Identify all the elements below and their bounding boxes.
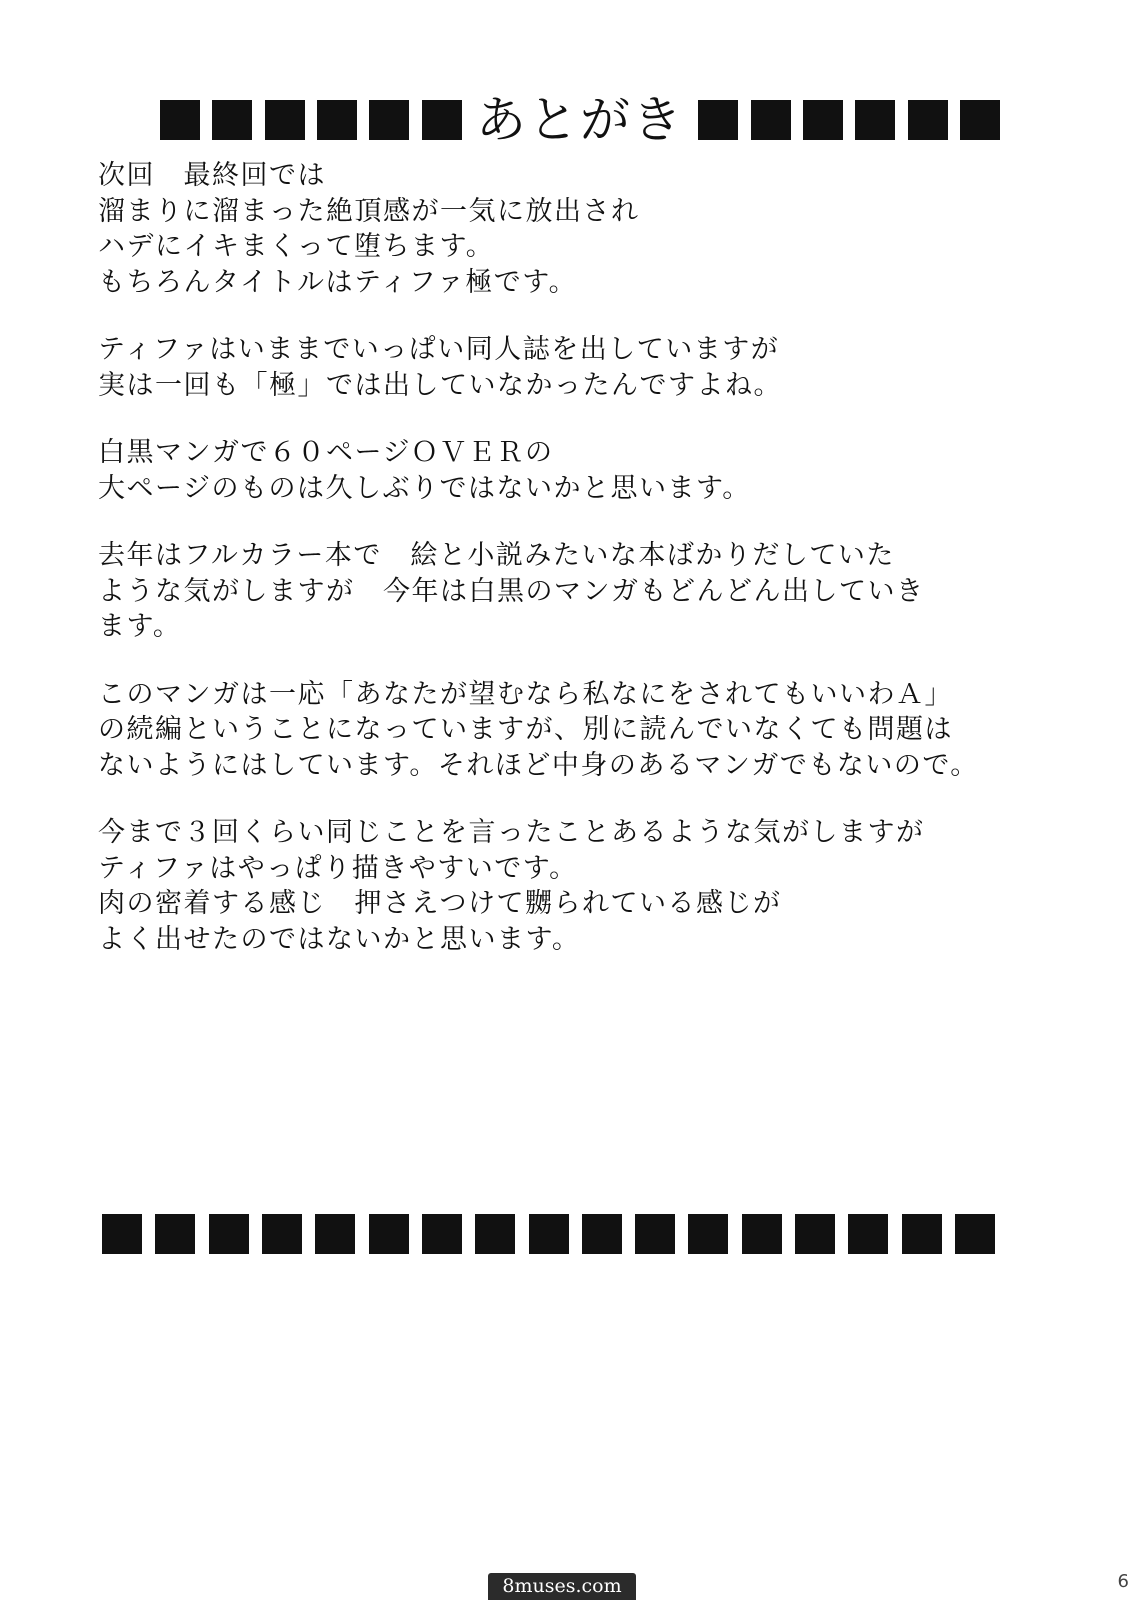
footer-square-row bbox=[102, 1214, 995, 1254]
paragraph-2 bbox=[98, 332, 1098, 403]
black-square-icon bbox=[848, 1214, 888, 1254]
text-line: ないようにはしています。それほど中身のあるマンガでもないので。 bbox=[98, 749, 979, 781]
text-line: もちろんタイトルはティファ極です。 bbox=[98, 266, 578, 298]
black-square-icon bbox=[369, 100, 409, 140]
black-square-icon bbox=[908, 100, 948, 140]
black-square-icon bbox=[803, 100, 843, 140]
paragraph-4 bbox=[98, 538, 1098, 645]
black-square-icon bbox=[751, 100, 791, 140]
black-square-icon bbox=[102, 1214, 142, 1254]
black-square-icon bbox=[160, 100, 200, 140]
text-line: ハデにイキまくって堕ちます。 bbox=[98, 231, 495, 262]
text-line: 次回 最終回では bbox=[98, 160, 326, 191]
black-square-icon bbox=[688, 1214, 728, 1254]
text-line: の続編ということになっていますが、別に読んでいなくても問題は bbox=[98, 714, 953, 745]
afterword-header bbox=[160, 92, 1000, 148]
black-square-icon bbox=[317, 100, 357, 140]
text-line: このマンガは一応「あなたが望むなら私なにをされてもいいわＡ」 bbox=[98, 678, 953, 710]
watermark: 8muses.com bbox=[488, 1573, 636, 1600]
text-line: ような気がしますが 今年は白黒のマンガもどんどん出していき bbox=[98, 575, 925, 607]
paragraph-6 bbox=[98, 815, 1098, 957]
afterword-body bbox=[98, 158, 1098, 989]
black-square-icon bbox=[795, 1214, 835, 1254]
black-square-icon bbox=[855, 100, 895, 140]
black-square-icon bbox=[698, 100, 738, 140]
black-square-icon bbox=[475, 1214, 515, 1254]
black-square-icon bbox=[155, 1214, 195, 1254]
black-square-icon bbox=[742, 1214, 782, 1254]
paragraph-1 bbox=[98, 158, 1098, 300]
text-line: 白黒マンガで６０ページＯＶＥＲの bbox=[98, 437, 554, 468]
black-square-icon bbox=[422, 1214, 462, 1254]
black-square-icon bbox=[369, 1214, 409, 1254]
black-square-icon bbox=[960, 100, 1000, 140]
black-square-icon bbox=[212, 100, 252, 140]
text-line: 去年はフルカラー本で 絵と小説みたいな本ばかりだしていた bbox=[98, 540, 895, 571]
black-square-icon bbox=[529, 1214, 569, 1254]
black-square-icon bbox=[582, 1214, 622, 1254]
page-number: 6 bbox=[1117, 1571, 1129, 1592]
black-square-icon bbox=[265, 100, 305, 140]
paragraph-5 bbox=[98, 677, 1098, 784]
black-square-icon bbox=[955, 1214, 995, 1254]
text-line: ます。 bbox=[98, 611, 182, 642]
black-square-icon bbox=[902, 1214, 942, 1254]
page-title: あとがき bbox=[475, 91, 684, 149]
text-line: ティファはやっぱり描きやすいです。 bbox=[98, 852, 578, 884]
text-line: 肉の密着する感じ 押さえつけて嬲られている感じが bbox=[98, 888, 782, 919]
text-line: 溜まりに溜まった絶頂感が一気に放出され bbox=[98, 195, 640, 227]
black-square-icon bbox=[262, 1214, 302, 1254]
black-square-icon bbox=[209, 1214, 249, 1254]
text-line: ティファはいままでいっぱい同人誌を出していますが bbox=[98, 334, 780, 365]
text-line: 実は一回も「極」では出していなかったんですよね。 bbox=[98, 369, 782, 401]
text-line: 今まで３回くらい同じことを言ったことあるような気がしますが bbox=[98, 817, 925, 848]
paragraph-3 bbox=[98, 435, 1098, 506]
black-square-icon bbox=[635, 1214, 675, 1254]
black-square-icon bbox=[315, 1214, 355, 1254]
black-square-icon bbox=[422, 100, 462, 140]
text-line: 大ページのものは久しぶりではないかと思います。 bbox=[98, 472, 751, 504]
text-line: よく出せたのではないかと思います。 bbox=[98, 923, 581, 955]
